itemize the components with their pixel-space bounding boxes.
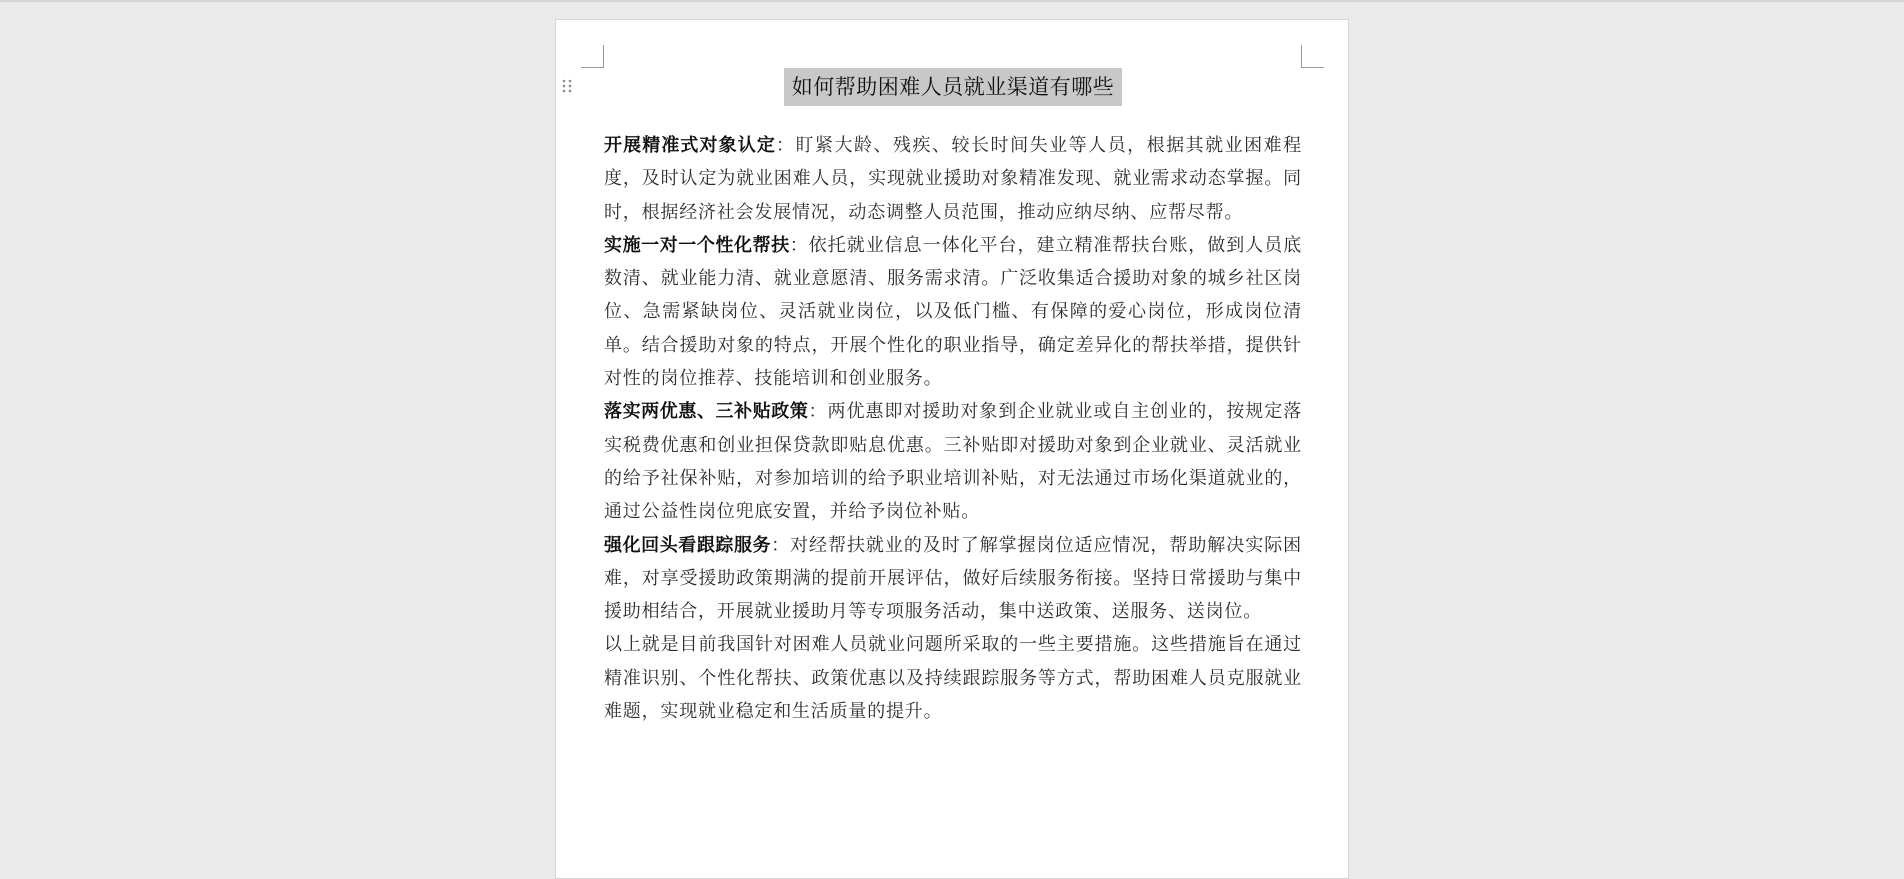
top-divider bbox=[0, 0, 1904, 2]
paragraph-text: 对经帮扶就业的及时了解掌握岗位适应情况，帮助解决实际困难，对享受援助政策期满的提前开展评估，做好后续服务衔接。坚持日常援助与集中援助相结合，开展就业援助月等专项服务活动，集中送政策、送服务、送岗位。 bbox=[604, 534, 1302, 623]
paragraph[interactable] bbox=[604, 395, 1302, 528]
paragraph[interactable] bbox=[604, 229, 1302, 395]
heading-separator: ： bbox=[775, 135, 796, 156]
paragraph-heading: 开展精准式对象认定 bbox=[604, 135, 776, 156]
document-body[interactable] bbox=[604, 129, 1302, 728]
paragraph[interactable] bbox=[604, 628, 1302, 728]
paragraph-text: 盯紧大龄、残疾、较长时间失业等人员，根据其就业困难程度，及时认定为就业困难人员，实现就业援助对象精准发现、就业需求动态掌握。同时，根据经济社会发展情况，动态调整人员范围，推动应纳尽纳、应帮尽帮。 bbox=[604, 135, 1302, 223]
paragraph-heading: 强化回头看跟踪服务 bbox=[604, 534, 772, 556]
document-page[interactable] bbox=[555, 19, 1349, 879]
heading-separator: ： bbox=[771, 534, 791, 556]
margin-corner-top-right bbox=[1301, 45, 1324, 68]
heading-separator: ： bbox=[789, 234, 809, 256]
heading-separator: ： bbox=[808, 401, 828, 423]
margin-corner-top-left bbox=[581, 45, 604, 68]
paragraph-text: 两优惠即对援助对象到企业就业或自主创业的，按规定落实税费优惠和创业担保贷款即贴息优惠。三补贴即对援助对象到企业就业、灵活就业的给予社保补贴，对参加培训的给予职业培训补贴，对无法通过市场化渠道就业的，通过公益性岗位兜底安置，并给予岗位补贴。 bbox=[604, 401, 1303, 523]
paragraph[interactable] bbox=[604, 129, 1302, 229]
paragraph-heading: 实施一对一个性化帮扶 bbox=[604, 234, 790, 256]
paragraph-heading: 落实两优惠、三补贴政策 bbox=[604, 401, 809, 423]
document-title[interactable]: 如何帮助困难人员就业渠道有哪些 bbox=[784, 68, 1123, 106]
paragraph-text: 依托就业信息一体化平台，建立精准帮扶台账，做到人员底数清、就业能力清、就业意愿清、服务需求清。广泛收集适合援助对象的城乡社区岗位、急需紧缺岗位、灵活就业岗位，以及低门槛、有保障的爱心岗位，形成岗位清单。结合援助对象的特点，开展个性化的职业指导，确定差异化的帮扶举措，提供针对性的岗位推荐、技能培训和创业服务。 bbox=[604, 234, 1302, 390]
title-line bbox=[556, 68, 1350, 106]
paragraph[interactable] bbox=[604, 529, 1302, 629]
paragraph-text: 以上就是目前我国针对困难人员就业问题所采取的一些主要措施。这些措施旨在通过精准识别、个性化帮扶、政策优惠以及持续跟踪服务等方式，帮助困难人员克服就业难题，实现就业稳定和生活质量的提升。 bbox=[604, 634, 1302, 723]
